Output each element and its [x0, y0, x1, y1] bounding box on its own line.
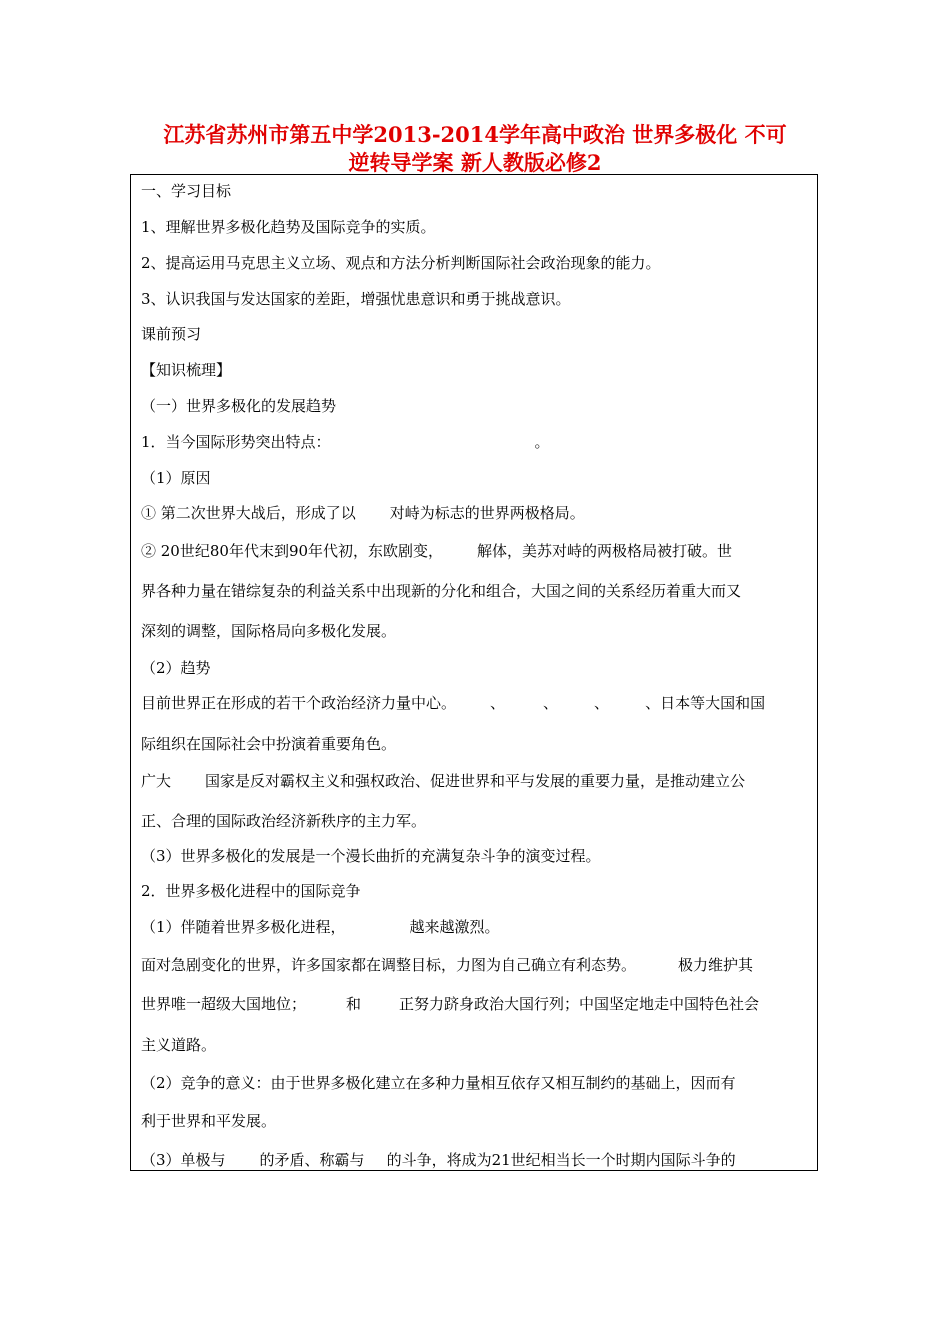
text-line	[141, 540, 732, 561]
text-segment: 的矛盾、称霸与	[259, 1151, 365, 1169]
text-line: （2）趋势	[141, 659, 211, 677]
text-segment: （3）单极与	[141, 1151, 226, 1169]
title-line-1: 江苏省苏州市第五中学2013-2014学年高中政治 世界多极化 不可	[163, 122, 787, 147]
text-segment: 广大	[141, 772, 172, 790]
text-segment: 目前世界正在形成的若干个政治经济力量中心。	[141, 694, 457, 712]
objective-2: 2、提高运用马克思主义立场、观点和方法分析判断国际社会政治现象的能力。	[141, 254, 661, 272]
text-line: 2．世界多极化进程中的国际竞争	[141, 882, 361, 900]
subsection-heading: （一）世界多极化的发展趋势	[141, 397, 337, 415]
text-segment: 越来越激烈。	[409, 918, 500, 936]
text-line	[141, 954, 753, 975]
title-line-2: 逆转导学案 新人教版必修2	[348, 150, 602, 175]
text-line: （3）世界多极化的发展是一个漫长曲折的充满复杂斗争的演变过程。	[141, 847, 601, 865]
text-line	[141, 1149, 736, 1170]
content-table-cell	[130, 174, 818, 1171]
text-segment: （1）伴随着世界多极化进程，	[141, 918, 346, 936]
text-line: （1）原因	[141, 469, 211, 487]
text-segment: 对峙为标志的世界两极格局。	[389, 504, 585, 522]
text-line: 深刻的调整，国际格局向多极化发展。	[141, 622, 397, 640]
text-line	[141, 993, 759, 1014]
knowledge-heading: 【知识梳理】	[141, 361, 232, 379]
document-title	[120, 121, 830, 177]
text-segment: 、日本等大国和国	[645, 694, 766, 712]
text-line	[141, 770, 745, 791]
objective-3: 3、认识我国与发达国家的差距，增强忧患意识和勇于挑战意识。	[141, 290, 571, 308]
preview-heading: 课前预习	[141, 325, 202, 343]
text-segment: 、	[490, 694, 506, 712]
section-heading: 一、学习目标	[141, 182, 232, 200]
text-line	[141, 916, 500, 937]
text-line: 界各种力量在错综复杂的利益关系中出现新的分化和组合，大国之间的关系经历着重大而又	[141, 582, 742, 600]
text-segment: 面对急剧变化的世界，许多国家都在调整目标，力图为自己确立有利态势。	[141, 956, 637, 974]
text-line	[141, 692, 765, 713]
text-line: 主义道路。	[141, 1036, 217, 1054]
text-segment: 世界唯一超级大国地位；	[141, 995, 307, 1013]
text-segment: 、	[543, 694, 559, 712]
text-segment: 解体，美苏对峙的两极格局被打破。世	[477, 542, 733, 560]
text-line	[141, 502, 585, 523]
text-segment: 国家是反对霸权主义和强权政治、促进世界和平与发展的重要力量，是推动建立公	[205, 772, 746, 790]
text-line: 利于世界和平发展。	[141, 1112, 277, 1130]
text-segment: 极力维护其	[678, 956, 754, 974]
text-segment: 。	[534, 433, 550, 451]
objective-1: 1、理解世界多极化趋势及国际竞争的实质。	[141, 218, 436, 236]
text-segment: 和	[346, 995, 362, 1013]
text-segment: 正努力跻身政治大国行列；中国坚定地走中国特色社会	[399, 995, 760, 1013]
text-segment: ① 第二次世界大战后，形成了以	[141, 504, 356, 522]
text-segment: ② 20世纪80年代末到90年代初，东欧剧变，	[141, 542, 444, 560]
text-segment: 、	[594, 694, 610, 712]
text-segment: 的斗争，将成为21世纪相当长一个时期内国际斗争的	[386, 1151, 736, 1169]
text-line: 正、合理的国际政治经济新秩序的主力军。	[141, 812, 427, 830]
text-segment: 1．当今国际形势突出特点：	[141, 433, 331, 451]
text-line	[141, 431, 550, 452]
text-line: （2）竞争的意义：由于世界多极化建立在多种力量相互依存又相互制约的基础上，因而有	[141, 1074, 736, 1092]
text-line: 际组织在国际社会中扮演着重要角色。	[141, 735, 397, 753]
